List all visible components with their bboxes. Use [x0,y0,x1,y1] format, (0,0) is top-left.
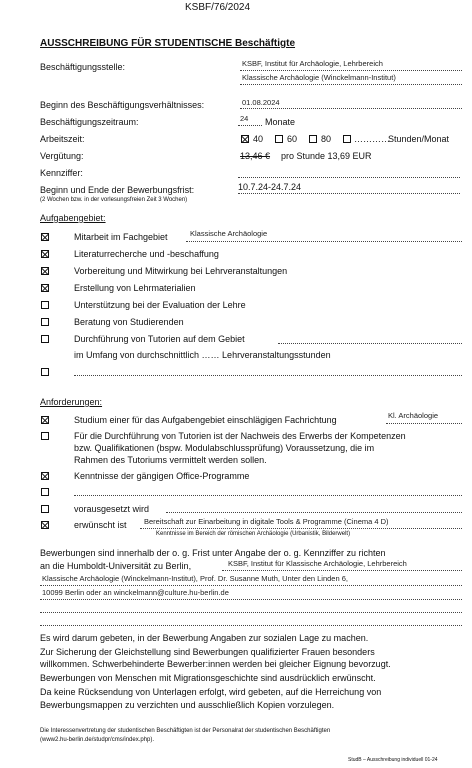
arbeitszeit-60-label: 60 [287,134,298,144]
aufgabe-3-label: Vorbereitung und Mitwirkung bei Lehrveranstaltungen [74,266,288,276]
bewerbung-underline-3 [40,599,462,600]
anforderung-2-checkbox[interactable] [41,432,49,440]
anforderung-3-checkbox[interactable] [41,472,49,480]
frist-note: (2 Wochen bzw. in der vorlesungsfreien Zeit 3 Wochen) [40,197,188,203]
aufgabe-2-checkbox[interactable] [41,250,49,258]
frist-underline [238,193,460,194]
frist-label: Beginn und Ende der Bewerbungsfrist: [40,185,195,195]
verguetung-value: pro Stunde 13,69 EUR [281,151,372,161]
aufgabe-7-underline [278,343,462,344]
document-title: AUSSCHREIBUNG FÜR STUDENTISCHE Beschäftigte [40,38,296,49]
bewerbung-underline-4 [40,612,462,613]
anforderung-1-underline [386,423,462,424]
verguetung-label: Vergütung: [40,151,84,161]
anforderung-6-underline [140,528,462,529]
aufgabe-1-checkbox[interactable] [41,233,49,241]
arbeitszeit-custom-checkbox[interactable] [343,135,351,143]
anforderung-4-checkbox[interactable] [41,488,49,496]
stelle-underline-2 [240,84,462,85]
anforderung-6-checkbox[interactable] [41,521,49,529]
aufgabe-5-checkbox[interactable] [41,301,49,309]
bewerbung-underline-1 [222,570,462,571]
schluss-p4: Bewerbungen von Menschen mit Migrationsgeschichte sind ausdrücklich erwünscht. [40,673,376,683]
anforderung-6-label: erwünscht ist [74,520,127,530]
aufgabe-4-checkbox[interactable] [41,284,49,292]
anforderung-1-value: Kl. Archäologie [388,411,439,420]
aufgabe-3-checkbox[interactable] [41,267,49,275]
aufgabe-7-checkbox[interactable] [41,335,49,343]
frist-value: 10.7.24-24.7.24 [238,182,302,192]
aufgaben-heading: Aufgabengebiet: [40,213,106,223]
arbeitszeit-80-label: 80 [321,134,332,144]
arbeitszeit-80-checkbox[interactable] [309,135,317,143]
anforderung-4-underline [74,495,462,496]
footer-note-1: Die Interessenvertretung der studentischen Beschäftigten ist der Personalrat der studentischen Beschäftigten [40,728,331,734]
aufgabe-7-umfang: im Umfang von durchschnittlich …… Lehrveranstaltungsstunden [74,350,331,360]
footer-note-2: (www2.hu-berlin.de/studpr/cms/index.php). [40,737,155,743]
aufgabe-8-underline [74,375,462,376]
aufgabe-6-label: Beratung von Studierenden [74,317,184,327]
zeitraum-value: 24 [240,114,249,123]
anforderung-2-line1: Für die Durchführung von Tutorien ist der Nachweis des Erwerbs der Kompetenzen [74,431,406,441]
arbeitszeit-unit: Stunden/Monat [388,134,450,144]
stelle-value-line1: KSBF, Institut für Archäologie, Lehrbereich [242,59,383,68]
schluss-p1: Es wird darum gebeten, in der Bewerbung Angaben zur sozialen Lage zu machen. [40,633,369,643]
schluss-p5: Da keine Rücksendung von Unterlagen erfolgt, wird gebeten, auf die Herreichung von [40,687,382,697]
anforderung-1-checkbox[interactable] [41,416,49,424]
zeitraum-underline [238,125,262,126]
arbeitszeit-60-checkbox[interactable] [275,135,283,143]
aufgabe-4-label: Erstellung von Lehrmaterialien [74,283,196,293]
aufgabe-5-label: Unterstützung bei der Evaluation der Lehre [74,300,246,310]
aufgabe-1-underline [186,241,462,242]
stelle-underline-1 [240,70,462,71]
verguetung-struck-value: 13,46 € [240,151,271,161]
arbeitszeit-40-label: 40 [253,134,264,144]
aufgabe-1-value: Klassische Archäologie [190,229,268,238]
bewerbung-line2: an die Humboldt-Universität zu Berlin, [40,561,192,571]
aufgabe-7-label: Durchführung von Tutorien auf dem Gebiet [74,334,245,344]
anforderung-5-checkbox[interactable] [41,505,49,513]
arbeitszeit-custom-dots: ………… [354,134,390,144]
bewerbung-underline-5 [40,625,462,626]
arbeitszeit-label: Arbeitszeit: [40,134,85,144]
aufgabe-8-checkbox[interactable] [41,368,49,376]
kennziffer-label: Kennziffer: [40,168,83,178]
anforderung-3-label: Kenntnisse der gängigen Office-Programme [74,471,250,481]
schluss-p6: Bewerbungsmappen zu verzichten und ausschließlich Kopien vorzulegen. [40,700,335,710]
bewerbung-line3-value: Klassische Archäologie (Winckelmann-Institut), Prof. Dr. Susanne Muth, Unter den Linden 6, [42,574,348,583]
anforderung-5-label: vorausgesetzt wird [74,504,150,514]
bewerbung-line2-value: KSBF, Institut für Klassische Archäologie, Lehrbereich [228,559,407,568]
bewerbung-line1: Bewerbungen sind innerhalb der o. g. Frist unter Angabe der o. g. Kennziffer zu richten [40,548,386,558]
footer-form-id: StudB – Ausschreibung individuell 01-24 [348,757,438,763]
anforderung-5-underline [166,512,462,513]
schluss-p3: willkommen. Schwerbehinderte Bewerber:innen werden bei gleicher Eignung bevorzugt. [40,659,391,669]
bewerbung-underline-2 [40,585,462,586]
aufgabe-1-label: Mitarbeit im Fachgebiet [74,232,168,242]
zeitraum-unit: Monate [265,117,296,127]
beginn-underline [240,108,462,109]
aufgabe-2-label: Literaturrecherche und -beschaffung [74,249,219,259]
aufgabe-6-checkbox[interactable] [41,318,49,326]
anforderung-1-label: Studium einer für das Aufgabengebiet einschlägigen Fachrichtung [74,415,337,425]
beginn-value: 01.08.2024 [242,98,280,107]
anforderung-6-value-1: Bereitschaft zur Einarbeitung in digitale Tools & Programme (Cinema 4 D) [144,517,389,526]
zeitraum-label: Beschäftigungszeitraum: [40,117,139,127]
stelle-label: Beschäftigungsstelle: [40,62,126,72]
kennziffer-underline [238,177,460,178]
document-id: KSBF/76/2024 [185,2,251,13]
arbeitszeit-40-checkbox[interactable] [241,135,249,143]
beginn-label: Beginn des Beschäftigungsverhältnisses: [40,100,205,110]
anforderungen-heading: Anforderungen: [40,397,103,407]
stelle-value-line2: Klassische Archäologie (Winckelmann-Institut) [242,73,396,82]
schluss-p2: Zur Sicherung der Gleichstellung sind Bewerbungen qualifizierter Frauen besonders [40,647,375,657]
bewerbung-line4-value: 10099 Berlin oder an winckelmann@culture.hu-berlin.de [42,588,229,597]
anforderung-2-line2: bzw. Qualifikationen (bspw. Modulabschlussprüfung) Voraussetzung, die im [74,443,375,453]
anforderung-6-value-2: Kenntnisse im Bereich der römischen Archäologie (Urbanistik, Bilderwelt) [156,531,351,537]
anforderung-2-line3: Rahmen des Tutoriums vermittelt werden sollen. [74,455,267,465]
